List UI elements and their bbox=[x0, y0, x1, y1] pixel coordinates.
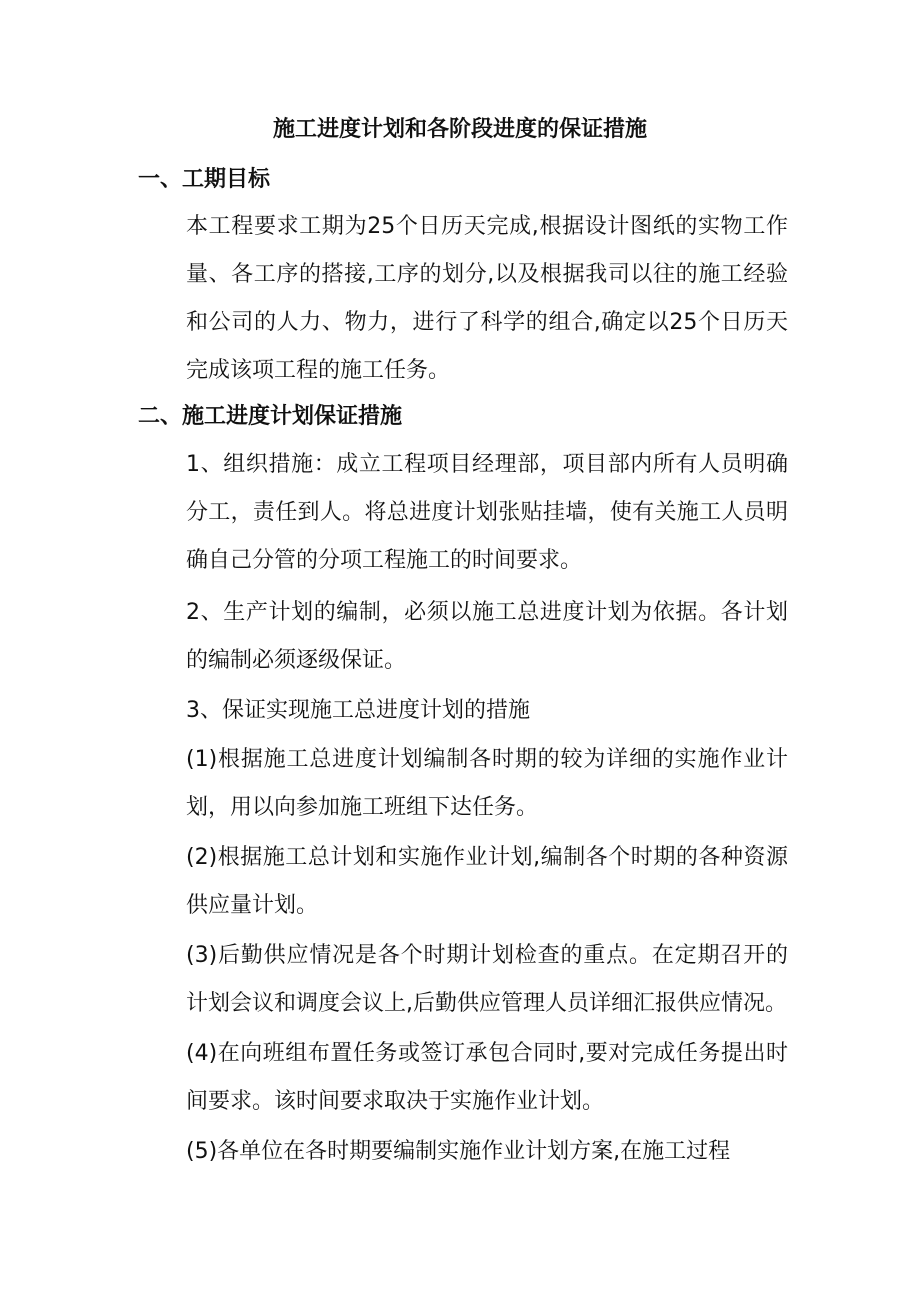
sub-item-5 bbox=[138, 1128, 788, 1176]
paragraph-text: 2、生产计划的编制，必须以施工总进度计划为依据。各计划的编制必须逐级保证。 bbox=[186, 600, 788, 673]
paragraph-text: (4)在向班组布置任务或签订承包合同时,要对完成任务提出时间要求。该时间要求取决于实施作业计划。 bbox=[186, 1041, 788, 1114]
paragraph-text: 1、组织措施：成立工程项目经理部，项目部内所有人员明确分工，责任到人。将总进度计划张贴挂墙，使有关施工人员明确自己分管的分项工程施工的时间要求。 bbox=[186, 452, 788, 573]
list-item-guarantee-measures bbox=[138, 687, 788, 735]
paragraph-text: (3)后勤供应情况是各个时期计划检查的重点。在定期召开的计划会议和调度会议上,后勤供应管理人员详细汇报供应情况。 bbox=[186, 943, 788, 1016]
paragraph-text: 3、保证实现施工总进度计划的措施 bbox=[186, 698, 530, 723]
paragraph-text: (5)各单位在各时期要编制实施作业计划方案,在施工过程 bbox=[186, 1139, 731, 1164]
sub-item-2 bbox=[138, 834, 788, 930]
document-title: 施工进度计划和各阶段进度的保证措施 bbox=[272, 117, 647, 142]
paragraph-text: (1)根据施工总进度计划编制各时期的较为详细的实施作业计划，用以向参加施工班组下达任务。 bbox=[186, 747, 788, 820]
sub-item-1 bbox=[138, 736, 788, 832]
paragraph-schedule-goal bbox=[138, 203, 788, 395]
sub-item-4 bbox=[138, 1030, 788, 1126]
section-heading-schedule-goal: 一、工期目标 bbox=[138, 167, 271, 192]
sub-item-3 bbox=[138, 932, 788, 1028]
list-item-organization-measures bbox=[138, 441, 788, 585]
list-item-production-plan bbox=[138, 589, 788, 685]
paragraph-text: (2)根据施工总计划和实施作业计划,编制各个时期的各种资源供应量计划。 bbox=[186, 845, 788, 918]
section-heading-schedule-measures: 二、施工进度计划保证措施 bbox=[138, 404, 403, 429]
paragraph-text: 本工程要求工期为25个日历天完成,根据设计图纸的实物工作量、各工序的搭接,工序的划分,以及根据我司以往的施工经验和公司的人力、物力，进行了科学的组合,确定以25个日历天完成该项工程的施工任务。 bbox=[186, 214, 788, 383]
